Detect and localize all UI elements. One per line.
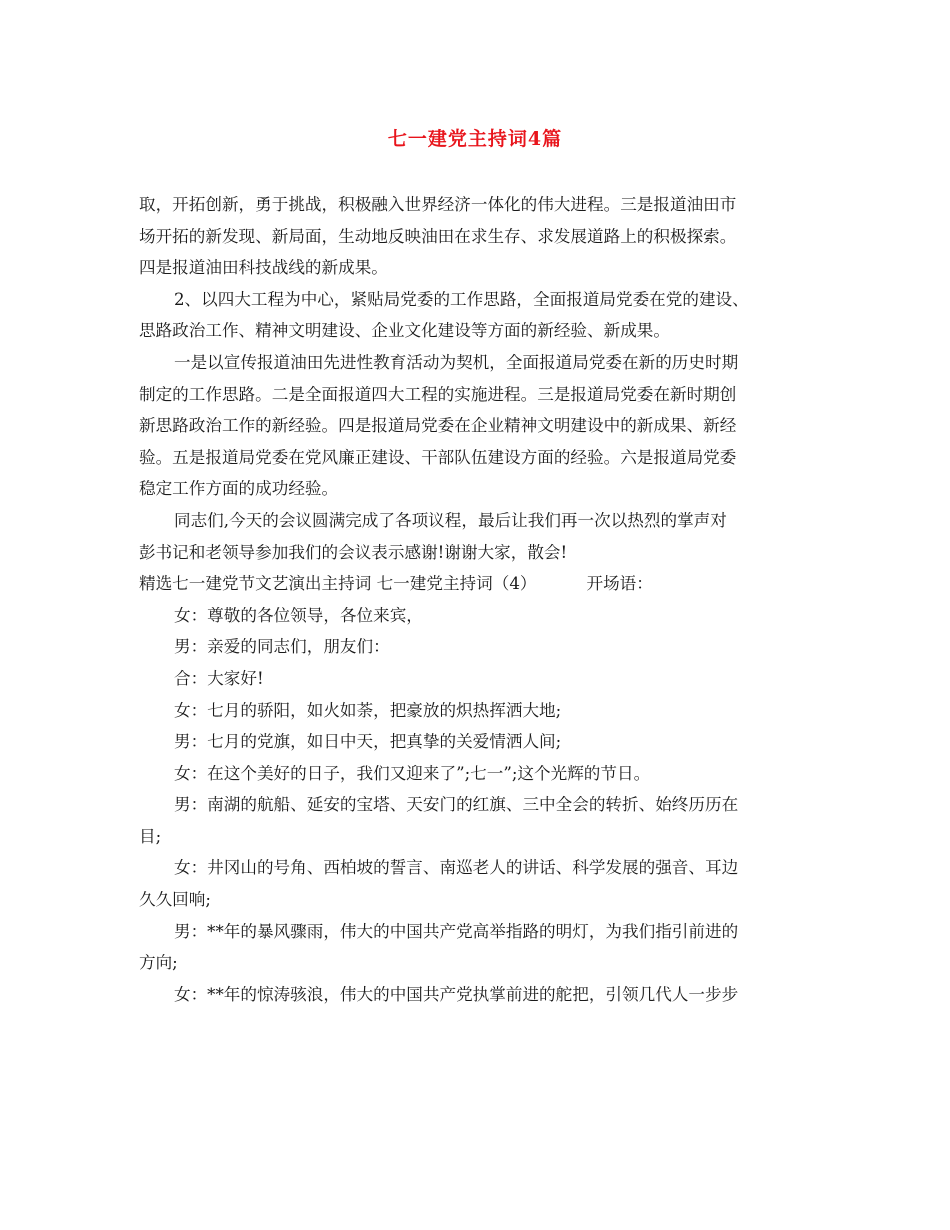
text-line-content: 思路政治工作、精神文明建设、企业文化建设等方面的新经验、新成果。 bbox=[139, 321, 670, 341]
text-line bbox=[139, 442, 829, 474]
text-line-content: 彭书记和老领导参加我们的会议表示感谢!谢谢大家，散会! bbox=[139, 542, 568, 562]
text-line-content: 场开拓的新发现、新局面，生动地反映油田在求生存、求发展道路上的积极探索。 bbox=[139, 226, 737, 246]
text-line bbox=[139, 347, 829, 379]
text-line-content: 取，开拓创新，勇于挑战，积极融入世界经济一体化的伟大进程。三是报道油田市 bbox=[139, 195, 737, 214]
text-line bbox=[139, 789, 829, 821]
text-line-content: 女：在这个美好的日子，我们又迎来了”;七一”;这个光辉的节日。 bbox=[174, 763, 651, 783]
text-line-content: 目; bbox=[139, 826, 162, 846]
text-line-content: 男：南湖的航船、延安的宝塔、天安门的红旗、三中全会的转折、始终历历在 bbox=[174, 795, 739, 815]
text-line bbox=[139, 568, 829, 600]
text-line-content: 2、以四大工程为中心，紧贴局党委的工作思路，全面报道局党委在党的建设、 bbox=[174, 289, 749, 309]
text-line bbox=[139, 821, 829, 853]
text-line bbox=[139, 947, 829, 979]
document-body bbox=[139, 189, 829, 1010]
text-line-content: 制定的工作思路。二是全面报道四大工程的实施进程。三是报道局党委在新时期创 bbox=[139, 384, 737, 404]
text-line bbox=[139, 379, 829, 411]
text-line bbox=[139, 695, 829, 727]
text-line bbox=[139, 221, 829, 253]
text-line-content: 方向; bbox=[139, 953, 178, 973]
text-line bbox=[139, 726, 829, 758]
text-line bbox=[139, 663, 829, 695]
document-title: 七一建党主持词4篇 bbox=[387, 128, 563, 150]
text-line bbox=[139, 758, 829, 790]
text-line-content: 一是以宣传报道油田先进性教育活动为契机，全面报道局党委在新的历史时期 bbox=[174, 352, 739, 372]
text-line-content: 四是报道油田科技战线的新成果。 bbox=[139, 258, 388, 278]
text-line-content: 女：井冈山的号角、西柏坡的誓言、南巡老人的讲话、科学发展的强音、耳边 bbox=[174, 858, 739, 878]
text-line bbox=[139, 410, 829, 442]
text-line bbox=[139, 284, 829, 316]
text-line-content: 男：亲爱的同志们，朋友们： bbox=[174, 637, 390, 657]
text-line bbox=[139, 916, 829, 948]
text-line bbox=[139, 537, 829, 569]
text-line-content: 女：**年的惊涛骇浪，伟大的中国共产党执掌前进的舵把，引领几代人一步步 bbox=[174, 984, 739, 1004]
text-line bbox=[139, 600, 829, 632]
text-line bbox=[139, 631, 829, 663]
text-line bbox=[139, 252, 829, 284]
text-line bbox=[139, 979, 829, 1011]
text-line-content: 合：大家好! bbox=[174, 668, 264, 688]
text-line-content: 验。五是报道局党委在党风廉正建设、干部队伍建设方面的经验。六是报道局党委 bbox=[139, 447, 737, 467]
text-line-content: 精选七一建党节文艺演出主持词 七一建党主持词（4） bbox=[139, 574, 537, 594]
text-line-suffix: 开场语： bbox=[586, 574, 653, 594]
text-line-content: 男：**年的暴风骤雨，伟大的中国共产党高举指路的明灯，为我们指引前进的 bbox=[174, 921, 739, 941]
text-line-content: 稳定工作方面的成功经验。 bbox=[139, 479, 339, 499]
text-line-content: 同志们,今天的会议圆满完成了各项议程，最后让我们再一次以热烈的掌声对 bbox=[174, 510, 727, 530]
text-line-content: 女：尊敬的各位领导，各位来宾， bbox=[174, 605, 423, 625]
text-line-content: 新思路政治工作的新经验。四是报道局党委在企业精神文明建设中的新成果、新经 bbox=[139, 416, 737, 436]
text-line bbox=[139, 852, 829, 884]
text-line-content: 久久回响; bbox=[139, 890, 211, 910]
text-line-content: 男：七月的党旗，如日中天，把真挚的关爱情洒人间; bbox=[174, 732, 562, 752]
text-line bbox=[139, 315, 829, 347]
text-line bbox=[139, 884, 829, 916]
text-line-content: 女：七月的骄阳，如火如荼，把豪放的炽热挥洒大地; bbox=[174, 700, 562, 720]
text-line bbox=[139, 505, 829, 537]
text-line bbox=[139, 189, 829, 221]
text-line bbox=[139, 473, 829, 505]
